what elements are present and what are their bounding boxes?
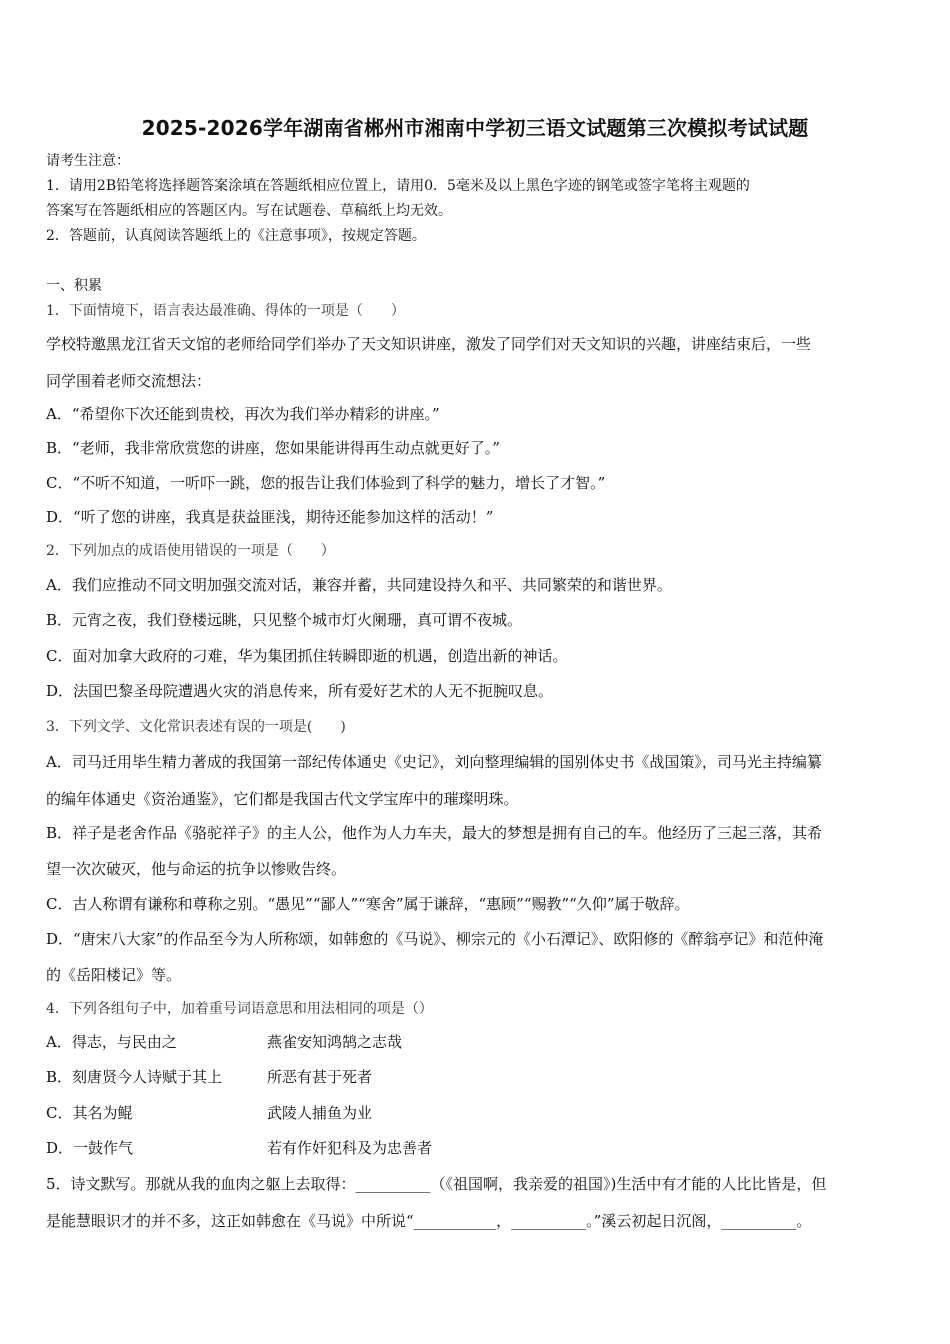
q1-option-c: C．“不听不知道，一听吓一跳，您的报告让我们体验到了科学的魅力，增长了才智。” xyxy=(46,474,606,492)
q3-option-d-line-2: 的《岳阳楼记》等。 xyxy=(46,966,182,984)
q1-option-d: D．“听了您的讲座，我真是获益匪浅，期待还能参加这样的活动！” xyxy=(46,508,494,526)
q2-option-a: A．我们应推动不同文明加强交流对话，兼容并蓄，共同建设持久和平、共同繁荣的和谐世界。 xyxy=(46,576,672,594)
q4-option-b xyxy=(46,1066,906,1088)
q4-option-d xyxy=(46,1137,906,1159)
q4-option-c-right: 武陵人捕鱼为业 xyxy=(267,1104,373,1122)
q5-line-1: 5．诗文默写。那就从我的血肉之躯上去取得：__________（《祖国啊，我亲爱的祖国》)生活中有才能的人比比皆是，但 xyxy=(46,1175,827,1193)
document-title: 2025-2026学年湖南省郴州市湘南中学初三语文试题第三次模拟考试试题 xyxy=(141,116,809,140)
q4-option-a xyxy=(46,1031,906,1053)
q2-option-b: B．元宵之夜，我们登楼远眺，只见整个城市灯火阑珊，真可谓不夜城。 xyxy=(46,611,523,629)
section-heading: 一、积累 xyxy=(46,278,102,294)
q1-stem: 1．下面情境下，语言表达最准确、得体的一项是（ ） xyxy=(46,303,405,319)
q4-option-c xyxy=(46,1102,906,1124)
q4-option-c-left: C．其名为鲲 xyxy=(46,1104,133,1122)
q3-option-c: C．古人称谓有谦称和尊称之别。“愚见”“鄙人”“寒舍”属于谦辞，“惠顾”“赐教”“久仰”属于敬辞。 xyxy=(46,895,690,913)
q5-line-2: 是能慧眼识才的并不多，这正如韩愈在《马说》中所说“___________，__________。”溪云初起日沉阁，__________。 xyxy=(46,1212,812,1230)
notice-item-1-line-1: 1．请用2B铅笔将选择题答案涂填在答题纸相应位置上，请用0．5毫米及以上黑色字迹的钢笔或签字笔将主观题的 xyxy=(46,178,750,194)
q3-option-b-line-1: B．祥子是老舍作品《骆驼祥子》的主人公，他作为人力车夫，最大的梦想是拥有自己的车。他经历了三起三落，其希 xyxy=(46,824,823,842)
notice-heading: 请考生注意： xyxy=(46,153,130,169)
q4-option-a-left: A．得志，与民由之 xyxy=(46,1033,177,1051)
q4-option-b-right: 所恶有甚于死者 xyxy=(267,1068,373,1086)
notice-item-2: 2．答题前，认真阅读答题纸上的《注意事项》，按规定答题。 xyxy=(46,228,426,244)
q1-option-b: B．“老师，我非常欣赏您的讲座，您如果能讲得再生动点就更好了。” xyxy=(46,439,500,457)
q4-option-b-left: B．刻唐贤今人诗赋于其上 xyxy=(46,1068,223,1086)
q4-option-d-right: 若有作奸犯科及为忠善者 xyxy=(267,1139,433,1157)
q4-option-d-left: D．一鼓作气 xyxy=(46,1139,134,1157)
q3-option-d-line-1: D．“唐宋八大家”的作品至今为人所称颂，如韩愈的《马说》、柳宗元的《小石潭记》、欧阳修的《醉翁亭记》和范仲淹 xyxy=(46,930,824,948)
q4-option-a-right: 燕雀安知鸿鹄之志哉 xyxy=(267,1033,403,1051)
q3-option-a-line-2: 的编年体通史《资治通鉴》，它们都是我国古代文学宝库中的璀璨明珠。 xyxy=(46,790,519,808)
q3-option-b-line-2: 望一次次破灭，他与命运的抗争以惨败告终。 xyxy=(46,860,347,878)
notice-item-1-line-2: 答案写在答题纸相应的答题区内。写在试题卷、草稿纸上均无效。 xyxy=(46,203,452,219)
q2-stem: 2．下列加点的成语使用错误的一项是（ ） xyxy=(46,543,335,559)
q1-context-line-1: 学校特邀黑龙江省天文馆的老师给同学们举办了天文知识讲座，激发了同学们对天文知识的兴趣，讲座结束后，一些 xyxy=(46,335,812,353)
q1-option-a: A．“希望你下次还能到贵校，再次为我们举办精彩的讲座。” xyxy=(46,405,440,423)
q4-stem: 4．下列各组句子中，加着重号词语意思和用法相同的项是（） xyxy=(46,1001,433,1017)
q2-option-d: D．法国巴黎圣母院遭遇火灾的消息传来，所有爱好艺术的人无不扼腕叹息。 xyxy=(46,682,554,700)
q3-option-a-line-1: A．司马迁用毕生精力著成的我国第一部纪传体通史《史记》，刘向整理编辑的国别体史书《战国策》，司马光主持编纂 xyxy=(46,753,822,771)
q3-stem: 3．下列文学、文化常识表述有误的一项是( ) xyxy=(46,719,346,735)
q1-context-line-2: 同学围着老师交流想法： xyxy=(46,372,212,390)
q2-option-c: C．面对加拿大政府的刁难，华为集团抓住转瞬即逝的机遇，创造出新的神话。 xyxy=(46,647,568,665)
